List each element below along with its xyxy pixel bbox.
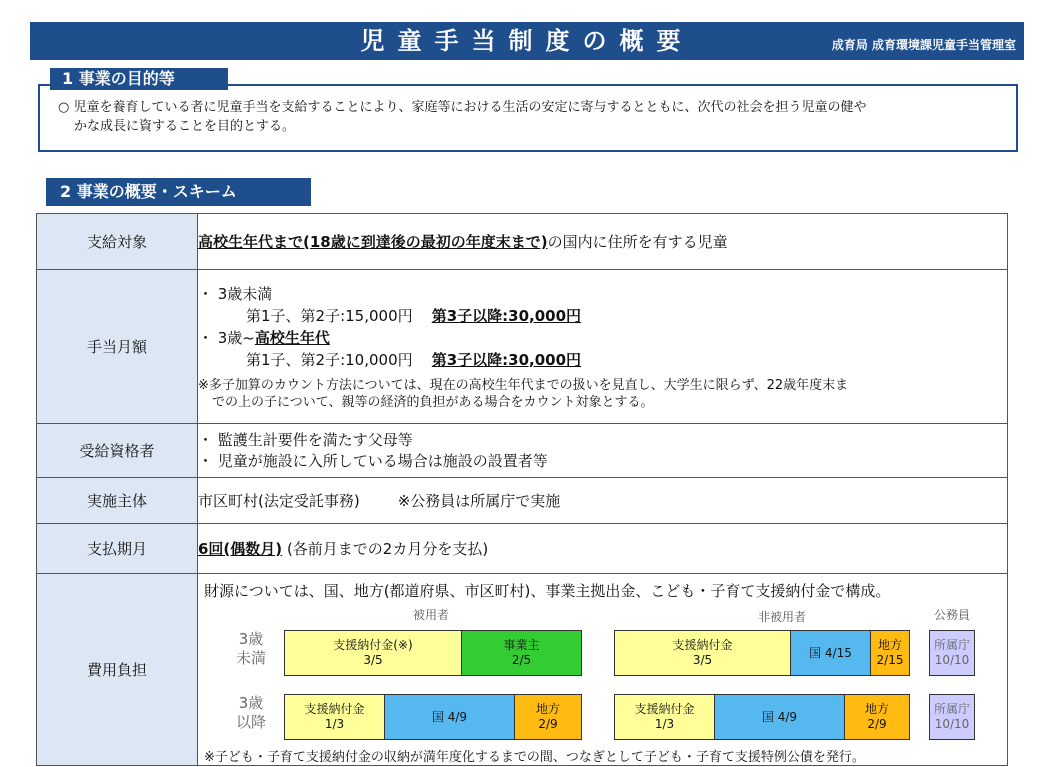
target-rest: の国内に住所を有する児童 [547,233,728,251]
row1-label-a: 3歳 [238,630,264,648]
seg-emp-r1-fund: 支援納付金(※) 3/5 [285,631,462,675]
col-employee: 被用者 [413,608,450,622]
amount-under3-first: 第1子、第2子:15,000円 [246,306,413,325]
amount-line-under3: ・ 3歳未満 [198,284,273,303]
seg-emp-r2-local: 地方 2/9 [515,695,581,739]
row-recipient [37,424,1008,478]
amount-note-2: での上の子について、親等の経済的負担がある場合をカウント対象とする。 [212,394,654,410]
seg-emp-r1-employer: 事業主 2/5 [462,631,581,675]
purpose-text [58,98,1008,136]
value-cost [198,574,1008,766]
seg-pub-r1: 所属庁 10/10 [933,638,970,667]
amount-3plus-first: 第1子、第2子:10,000円 [246,350,413,369]
implementer-note: ※公務員は所属庁で実施 [397,492,561,510]
seg-nonemp-r2-local: 地方 2/9 [845,695,909,739]
page-title: 児童手当制度の概要 [360,27,694,55]
cost-panel [198,574,1008,766]
seg-nonemp-r1-national: 国 4/15 [791,631,871,675]
section1-heading: 1 事業の目的等 [50,68,228,90]
purpose-line-2: かな成長に資することを目的とする。 [74,119,296,134]
cost-footnote: ※子ども・子育て支援納付金の収納が満年度化するまでの間、つなぎとして子ども・子育て支援特例公債を発行。 [204,750,865,765]
label-recipient: 受給資格者 [37,424,198,478]
value-amount [198,270,1008,424]
implementer-value: 市区町村(法定受託事務) [198,492,360,510]
row1-label-b: 未満 [236,649,267,667]
nonemployee-bar-under3 [614,630,910,676]
row-target [37,214,1008,270]
section2-heading: 2 事業の概要・スキーム [46,178,311,206]
amount-line-3plus [198,327,1007,349]
col-nonemployee: 非被用者 [758,610,807,624]
row-payment [37,524,1008,574]
amount-note-1: ※多子加算のカウント方法については、現在の高校生年代までの扱いを見直し、大学生に限らず、22歳年度末ま [198,377,849,393]
seg-pub-r2: 所属庁 10/10 [933,702,970,731]
label-amount: 手当月額 [37,270,198,424]
title-banner [30,22,1024,60]
recipient-line-1: ・ 監護生計要件を満たす父母等 [198,430,413,449]
value-implementer [198,478,1008,524]
scheme-table [36,213,1008,766]
row2-label-a: 3歳 [238,694,264,712]
seg-emp-r2-national: 国 4/9 [385,695,515,739]
amount-line-3plus-detail [198,349,1007,371]
label-implementer: 実施主体 [37,478,198,524]
amount-line-under3-detail [198,305,1007,327]
label-cost: 費用負担 [37,574,198,766]
seg-nonemp-r1-fund: 支援納付金 3/5 [615,631,791,675]
amount-3plus-pre: ・ 3歳~ [198,328,255,347]
row-label-under3 [236,630,266,668]
amount-under3-third: 第3子以降:30,000円 [431,306,582,325]
row-cost [37,574,1008,766]
employee-bar-3plus [284,694,582,740]
value-payment [198,524,1008,574]
purpose-line-1: ○ 児童を養育している者に児童手当を支給することにより、家庭等における生活の安定に寄与するとともに、次代の社会を担う児童の健や [58,100,867,115]
label-target: 支給対象 [37,214,198,270]
seg-emp-r2-fund: 支援納付金 1/3 [285,695,385,739]
public-bar-under3 [929,630,975,676]
payment-rest: (各前月までの2カ月分を支払) [286,540,489,558]
employee-bar-under3 [284,630,582,676]
target-underlined: 高校生年代まで(18歳に到達後の最初の年度末まで) [198,233,548,251]
nonemployee-bar-3plus [614,694,910,740]
public-bar-3plus [929,694,975,740]
value-recipient [198,424,1008,478]
department-label: 成育局 成育環境課児童手当管理室 [831,38,1016,52]
seg-nonemp-r1-local: 地方 2/15 [871,631,909,675]
seg-nonemp-r2-fund: 支援納付金 1/3 [615,695,715,739]
row-implementer [37,478,1008,524]
recipient-line-2: ・ 児童が施設に入所している場合は施設の設置者等 [198,451,548,470]
row2-label-b: 以降 [236,713,267,731]
cost-intro: 財源については、国、地方(都道府県、市区町村)、事業主拠出金、こども・子育て支援納付金で構成。 [204,582,891,600]
amount-3plus-third: 第3子以降:30,000円 [431,350,582,369]
label-payment: 支払期月 [37,524,198,574]
payment-underlined: 6回(偶数月) [198,540,283,558]
amount-3plus-ul: 高校生年代 [254,328,330,347]
col-public: 公務員 [934,608,971,622]
row-label-3plus [236,694,266,732]
seg-nonemp-r2-national: 国 4/9 [715,695,845,739]
value-target [198,214,1008,270]
row-amount [37,270,1008,424]
